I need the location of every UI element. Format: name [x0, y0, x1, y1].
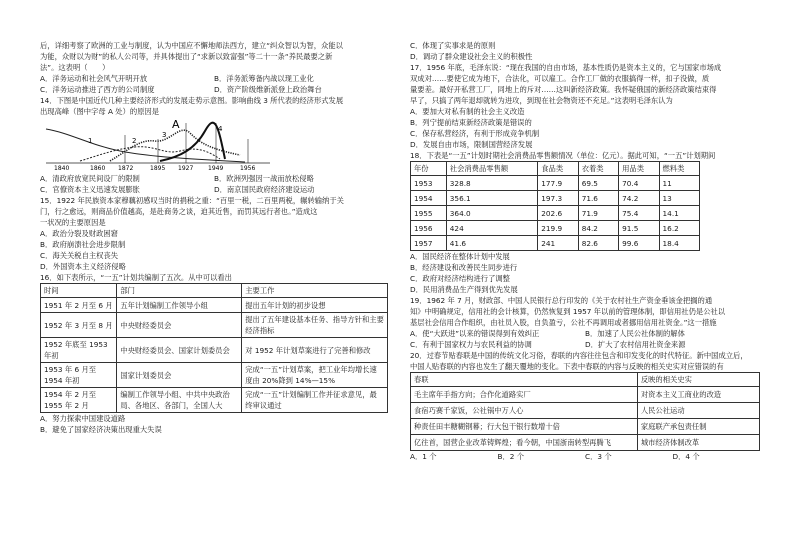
- q20-stem-line: 20．过春节贴春联是中国的传统文化习俗，春联的内容往往包含和印发变化的时代特征。新中国成立后，: [410, 351, 748, 360]
- q17-option-b: B．列宁提前结束新经济政策是错误的: [410, 118, 532, 127]
- x-tick-label: 1872: [118, 165, 134, 171]
- q19-stem-line: 知》中明确规定，信用社的会计核算，仍然恢复到 1957 年以前的管理体制，即信用社仍是公社以: [410, 307, 726, 316]
- q15-option-a: A．政治分裂及财政困窘: [40, 229, 118, 238]
- x-tick-label: 1895: [150, 165, 166, 171]
- q16-stem: 16．如下表所示，“一五”计划共编制了五次。从中可以看出: [40, 273, 232, 282]
- q17-option-a: A．要加大对私有制的社会主义改造: [410, 107, 525, 116]
- table-cell: 1953: [411, 176, 447, 191]
- table-cell: 1954 年 2 月至 1955 年 2 月: [41, 388, 117, 413]
- x-tick-label: 1927: [178, 165, 194, 171]
- q16-option-d: D．调动了群众建设社会主义的积极性: [410, 52, 533, 61]
- table-header-row: [411, 373, 760, 387]
- q15-stem-line: 15．1922 年民族资本家穆藕初感叹当时的捐税之重：“百里一税，二百里两税，辗转输纳于关: [40, 196, 344, 205]
- q18-option-d: D．民用消费品生产得到优先发展: [410, 285, 518, 294]
- q15-option-c: C．海关关税自主权丧失: [40, 251, 119, 260]
- x-tick-label: 1956: [240, 165, 256, 171]
- table-cell: 1954: [411, 191, 447, 206]
- q18-option-a: A．国民经济在整体计划中发展: [410, 252, 510, 261]
- q20-table: [410, 372, 760, 451]
- table-cell: 对资本主义工商业的改造: [637, 387, 759, 403]
- economic-trend-chart: [40, 119, 388, 171]
- table-cell: 中央财经委员会: [117, 313, 242, 338]
- x-tick-label: 1949: [208, 165, 224, 171]
- table-cell: 99.6: [619, 236, 659, 251]
- table-cell: 1956: [411, 221, 447, 236]
- table-cell: 11: [659, 176, 699, 191]
- table-cell: 国家计划委员会: [117, 363, 242, 388]
- table-row: [411, 419, 760, 435]
- table-header-cell: 春联: [411, 373, 638, 387]
- q20-option-a: A．1 个: [410, 452, 437, 461]
- table-row: [41, 363, 388, 388]
- q14-stem-line: 出现高峰（图中字母 A 处）的原因是: [40, 107, 160, 116]
- x-tick-label: 1840: [54, 165, 70, 171]
- table-cell: 356.1: [446, 191, 537, 206]
- table-row: [41, 298, 388, 313]
- table-cell: 69.5: [578, 176, 618, 191]
- right-column: [410, 40, 760, 462]
- q16-table: [40, 283, 388, 413]
- q18-option-c: C．政府对经济结构进行了调整: [410, 274, 510, 283]
- left-column: [40, 40, 388, 435]
- table-cell: 家庭联产承包责任制: [637, 419, 759, 435]
- q17-option-d: D．发展自由市场，限制国营经济发展: [410, 140, 533, 149]
- table-cell: 328.8: [446, 176, 537, 191]
- q16-option-c: C．体现了实事求是的原则: [410, 41, 496, 50]
- table-cell: 75.4: [619, 206, 659, 221]
- curve-4: [160, 123, 225, 161]
- trend-chart-svg: [40, 119, 290, 171]
- q18-table: [410, 161, 700, 251]
- table-header-cell: 社会消费品零售额: [446, 162, 537, 176]
- table-header-cell: 用品类: [619, 162, 659, 176]
- q13-option-b: B．洋务派筹备内战以现工业化: [214, 74, 314, 83]
- peak-letter-a: A: [172, 119, 180, 131]
- table-cell: 91.5: [619, 221, 659, 236]
- table-cell: 197.3: [538, 191, 578, 206]
- q19-option-row: [410, 339, 760, 350]
- q13-stem-line: 后，详细考察了欧洲的工业与制度，认为中国应不懈地师法西方，建立“纠众智以为智，众能以: [40, 41, 343, 50]
- q15-option-b: B．政府崩溃社会进步限制: [40, 240, 126, 249]
- table-cell: 完成“一五”计划编制工作并征求意见，最终审议通过: [242, 388, 388, 413]
- table-row: [41, 338, 388, 363]
- table-header-cell: 时间: [41, 284, 117, 298]
- q14-option-row: [40, 184, 388, 195]
- q13-option-a: A．洋务运动和社会风气开明开放: [40, 74, 148, 83]
- table-header-cell: 部门: [117, 284, 242, 298]
- table-row: [411, 191, 700, 206]
- curve-label-2: 2: [132, 137, 137, 145]
- table-row: [411, 221, 700, 236]
- table-cell: 202.6: [538, 206, 578, 221]
- table-cell: 41.6: [446, 236, 537, 251]
- q14-option-d: D．南京国民政府经济建设运动: [214, 185, 315, 194]
- table-cell: 亿往首，国营企业改革铸辉煌；看今朝，中国浙南转型再腾飞: [411, 435, 638, 451]
- table-row: [411, 403, 760, 419]
- table-cell: 提出五年计划的初步设想: [242, 298, 388, 313]
- table-cell: 84.2: [578, 221, 618, 236]
- curve-2: [80, 147, 220, 161]
- table-cell: 219.9: [538, 221, 578, 236]
- table-cell: 城市经济体制改革: [637, 435, 759, 451]
- q20-stem-line: 中国人贴春联的内容也发生了翻天覆地的变化。下表中春联的内容与反映的相关史实对应错误的有: [410, 362, 724, 371]
- table-row: [411, 236, 700, 251]
- table-header-row: [411, 162, 700, 176]
- table-cell: 82.6: [578, 236, 618, 251]
- q13-option-c: C．洋务运动推进了西方的公司制度: [40, 85, 155, 94]
- curve-1: [46, 129, 245, 162]
- table-cell: 241: [538, 236, 578, 251]
- table-cell: 364.0: [446, 206, 537, 221]
- table-cell: 14.1: [659, 206, 699, 221]
- table-cell: 71.9: [578, 206, 618, 221]
- q17-option-c: C．保存私营经济，有利于形成竞争机制: [410, 129, 540, 138]
- table-cell: 1957: [411, 236, 447, 251]
- table-cell: 1952 年底至 1953 年初: [41, 338, 117, 363]
- table-cell: 18.4: [659, 236, 699, 251]
- table-cell: 中央财经委员会、国家计划委员会: [117, 338, 242, 363]
- q15-option-d: D．外国资本主义经济侵略: [40, 262, 126, 271]
- table-cell: 完成“一五”计划草案，把工业年均增长速度由 20%降到 14%—15%: [242, 363, 388, 388]
- q13-option-d: D．资产阶级维新派登上政治舞台: [214, 85, 322, 94]
- q17-stem-line: 17．1956 年底，毛泽东说：“现在我国的自由市场，基本性质仍是资本主义的，它与国家市场成: [410, 63, 722, 72]
- table-row: [41, 313, 388, 338]
- q14-option-row: [40, 173, 388, 184]
- q17-stem-line: 早了，只搞了两年退却就转为进攻，到现在社会物资还不充足。”这表明毛泽东认为: [410, 96, 673, 105]
- table-cell: 五年计划编制工作领导小组: [117, 298, 242, 313]
- table-cell: 13: [659, 191, 699, 206]
- q18-option-b: B．经济建设和改善民生同步进行: [410, 263, 518, 272]
- table-cell: 1952 年 3 月至 8 月: [41, 313, 117, 338]
- table-cell: 食宿巧赛千家饭，公社锅中万人心: [411, 403, 638, 419]
- q13-stem-line: 为能，众财以为财”的私人公司等，并具体提出了“求新以致富强”等二十一条“养民最要之新: [40, 52, 333, 61]
- table-row: [411, 206, 700, 221]
- q20-option-row: [410, 451, 760, 462]
- table-header-cell: 燃料类: [659, 162, 699, 176]
- curve-label-4: 4: [218, 125, 223, 133]
- table-cell: 人民公社运动: [637, 403, 759, 419]
- q18-stem: 18．下表是“一五”计划时期社会消费品零售额情况（单位：亿元）。据此可知，“一五”计划期间: [410, 151, 716, 160]
- q13-option-row: [40, 73, 388, 84]
- table-cell: 对 1952 年计划草案进行了完善和修改: [242, 338, 388, 363]
- q17-stem-line: 双成对……要使它成为地下，合法化，可以雇工。合作工厂做的衣服搞得一样，扣子没做，质: [410, 74, 710, 83]
- table-cell: 1955: [411, 206, 447, 221]
- table-row: [411, 176, 700, 191]
- q20-option-b: B．2 个: [497, 452, 525, 461]
- q14-stem-line: 14．下图是中国近代几种主要经济形式的发展走势示意图。影响曲线 3 所代表的经济形式发展: [40, 96, 344, 105]
- q16-option-a: A．努力探索中国建设道路: [40, 414, 126, 423]
- q20-option-c: C．3 个: [585, 452, 612, 461]
- q13-option-row: [40, 84, 388, 95]
- table-cell: 74.2: [619, 191, 659, 206]
- table-cell: 1951 年 2 月至 6 月: [41, 298, 117, 313]
- table-cell: 1953 年 6 月至 1954 年初: [41, 363, 117, 388]
- q20-option-d: D．4 个: [672, 452, 700, 461]
- table-cell: 177.9: [538, 176, 578, 191]
- curve-label-3: 3: [162, 131, 167, 139]
- table-header-cell: 年份: [411, 162, 447, 176]
- table-cell: 种责任田丰糖糊钢幕；行大包干银行数增十倍: [411, 419, 638, 435]
- q19-stem-line: 19．1962 年 7 月，财政部、中国人民银行总行印发的《关于农村社生产资金垂该金把搁的通: [410, 296, 713, 305]
- table-header-cell: 反映的相关史实: [637, 373, 759, 387]
- q16-option-b: B．避免了国家经济决策出现重大失误: [40, 425, 162, 434]
- q15-stem-line: 门，行之愈远，则商品价值越高，是赴商务之谈，迫其近售，而罚其远行者也。”造成这: [40, 207, 318, 216]
- q14-option-b: B．欧洲列强因一战而放松侵略: [214, 174, 314, 183]
- table-cell: 71.6: [578, 191, 618, 206]
- q15-stem-line: 一状况的主要原因是: [40, 218, 106, 227]
- table-header-cell: 衣着类: [578, 162, 618, 176]
- table-cell: 提出了五年建设基本任务、指导方针和主要经济指标: [242, 313, 388, 338]
- q19-stem-line: 基层社会信用合作组织，由社员入股，自负盈亏，公社不再调用或者挪用信用社资金。”这一措施: [410, 318, 717, 327]
- q19-option-a: A．使“大跃进”以来的错误得到有效纠正: [410, 329, 540, 338]
- q19-option-d: D．扩大了农村信用社资金来源: [585, 340, 686, 349]
- table-cell: 424: [446, 221, 537, 236]
- q19-option-row: [410, 328, 760, 339]
- table-cell: 70.4: [619, 176, 659, 191]
- q13-stem-line: 法”。这表明（ ）: [40, 63, 110, 72]
- q14-option-a: A．清政府放宽民间设厂的限制: [40, 174, 140, 183]
- curve-label-1: 1: [88, 137, 93, 145]
- table-cell: 编制工作领导小组、中共中央政治局、各地区、各部门，全国人大: [117, 388, 242, 413]
- table-row: [411, 435, 760, 451]
- x-tick-label: 1860: [90, 165, 106, 171]
- table-cell: 毛主席年手指方向；合作化道路实厂: [411, 387, 638, 403]
- q17-stem-line: 量要差。最好开私营工厂，同地上的斥对……这叫新经济政策。我怀疑俄国的新经济政策结束得: [410, 85, 717, 94]
- table-header-row: [41, 284, 388, 298]
- q19-option-c: C．有利于国家权力与农民利益的协调: [410, 340, 532, 349]
- q14-option-c: C．官僚资本主义迅速发展膨胀: [40, 185, 140, 194]
- table-row: [411, 387, 760, 403]
- table-cell: 16.2: [659, 221, 699, 236]
- table-header-cell: 主要工作: [242, 284, 388, 298]
- table-header-cell: 食品类: [538, 162, 578, 176]
- q19-option-b: B．加速了人民公社体制的解体: [585, 329, 685, 338]
- table-row: [41, 388, 388, 413]
